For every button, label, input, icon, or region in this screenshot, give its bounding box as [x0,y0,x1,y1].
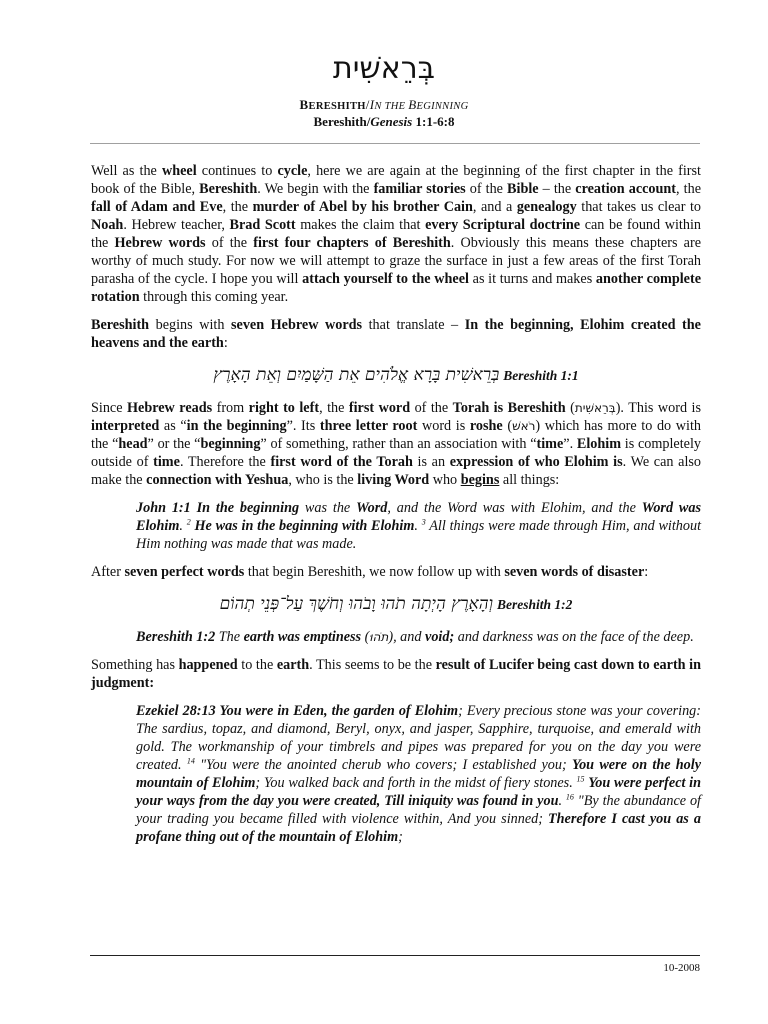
footer-date: 10-2008 [663,962,700,974]
bold-text: Bereshith 1:2 [136,629,216,645]
bold-text: another complete rotation [91,271,702,305]
verse-number: 2 [186,517,191,527]
verse-number: 16 [565,792,574,802]
bold-text: time [153,454,180,470]
bold-text: three letter root [319,418,418,434]
bold-text: You were perfect in your ways from the day you were created, Till iniquity was found in you [136,775,701,809]
text: that takes us clear to [576,199,701,215]
text: Something has [91,657,179,673]
quote-ezekiel-28-13 [136,702,701,846]
text: makes the claim that [295,217,426,233]
intro-paragraph [91,162,701,306]
bold-text: In the beginning, Elohim created the heavens and the earth [91,317,701,351]
page-title [0,97,768,114]
bold-text: attach yourself to the wheel [302,271,469,287]
bold-text: first word of the Torah [270,454,413,470]
text: , the [676,181,701,197]
title-part: N THE [374,101,409,112]
bold-text: wheel [161,163,197,179]
text: . Therefore the [179,454,271,470]
text: to the [237,657,277,673]
bold-text: interpreted [91,418,160,434]
text: – the [538,181,576,197]
text: of the [410,400,453,416]
bold-text: Ezekiel 28:13 You were in Eden, the garden of Elohim [136,703,459,719]
seven-disaster-paragraph [91,563,701,581]
text: who [429,472,461,488]
quote-bereshith-1-2 [136,628,701,646]
text: . Hebrew teacher, [123,217,230,233]
text: ”. Its [286,418,320,434]
bold-text: fall of Adam and Eve [91,199,223,215]
text: After [91,564,125,580]
underlined-text: begins [460,472,500,488]
title-part: / [365,97,370,112]
verse-number: 14 [186,756,195,766]
text: : [644,564,649,580]
bold-text: expression of who Elohim is [449,454,623,470]
text: ”. [563,436,577,452]
text: ” or the “ [147,436,201,452]
bold-text: Hebrew words [114,235,206,251]
text: that translate – [362,317,465,333]
hebrew-word: רֹאשׁ [512,419,536,433]
page-subtitle [0,114,768,130]
first-word-paragraph [91,399,701,489]
text: . We begin with the [257,181,374,197]
text: is completely outside of [91,436,701,470]
text: , and the Word was with Elohim, and the [387,500,642,516]
text: . This seems to be the [309,657,436,673]
title-part: EGINNING [416,101,469,112]
bold-text: Word [356,500,388,516]
quote-john-1-1 [136,499,701,553]
text: ; Every precious stone was your covering: The sardius, topaz, and diamond, Beryl, onyx, and jasper, Sapphire, turquoise, and emerald with gold. The workmanship of your timbrels and pipes was prepared for you on the day you were created. [136,703,701,773]
document-body [91,162,701,856]
bold-text: seven words of disaster [504,564,645,580]
hebrew-verse-text: וְהָאָרֶץ הָיְתָה תֹהוּ וָבֹהוּ וְחֹשֶׁךְ עַל־פְּנֵי תְהוֹם [219,594,494,614]
header-divider [90,143,700,144]
title-part: I [369,97,375,112]
bold-text: earth [276,657,310,673]
text: of the [465,181,508,197]
text: of the [205,235,254,251]
footer-divider [90,955,700,956]
text: ; You walked back and forth in the midst of fiery stones. [255,775,577,791]
bold-text: Bible [507,181,539,197]
title-part: B [299,97,309,112]
bold-text: Therefore I cast you as a profane thing out of the mountain of Elohim [136,811,701,845]
hebrew-word: תֹהוּ [369,630,389,644]
bold-text: Bereshith [199,181,258,197]
text: ), and [388,629,426,645]
text: from [212,400,249,416]
text: ). This word is [615,400,701,416]
text: was the [299,500,357,516]
bold-text: He was in the beginning with Elohim [194,518,415,534]
seven-words-paragraph [91,316,701,352]
text: . [414,518,422,534]
verse-number: 15 [576,774,585,784]
text: . [558,793,566,809]
verse-number: 3 [421,517,426,527]
bold-text: earth was emptiness [243,629,362,645]
text: "You were the anointed cherub who covers; I established you; [194,757,572,773]
text: , the [319,400,349,416]
text: is an [412,454,450,470]
text: that begin Bereshith, we now follow up with [244,564,505,580]
subtitle-part: Bereshith/ [313,114,371,129]
text: ( [361,629,370,645]
bold-text: Elohim [576,436,622,452]
text: "By the abundance of your trading you became filled with violence within, And you sinned; [136,793,702,827]
text: , here we are again at the beginning of the first chapter in the first book of the Bible, [91,163,701,197]
bold-text: familiar stories [373,181,466,197]
bold-text: result of Lucifer being cast down to earth in judgment: [91,657,701,691]
bold-text: creation account [575,181,677,197]
text: all things: [499,472,560,488]
bold-text: Torah is Bereshith [452,400,566,416]
text: as it turns and makes [468,271,596,287]
text: ” of something, rather than an association with “ [260,436,537,452]
text: . Obviously this means these chapters are worthy of much study. For now we will attempt to graze the surface in just a few areas of the first Torah parasha of the cycle. I hope you will [91,235,701,287]
bold-text: right to left [248,400,320,416]
text: begins with [149,317,231,333]
text: word is [417,418,470,434]
text: All things were made through Him, and without Him nothing was made that was made. [136,518,702,552]
bold-text: connection with Yeshua [146,472,289,488]
text: , and a [472,199,517,215]
bold-text: void; [425,629,455,645]
bold-text: head [118,436,148,452]
title-part: B [408,97,417,112]
bold-text: John 1:1 In the beginning [136,500,300,516]
bold-text: Hebrew reads [127,400,213,416]
bold-text: in the beginning [186,418,287,434]
text: , who is the [288,472,358,488]
text: can be found within the [91,217,701,251]
lucifer-paragraph [91,656,701,692]
bold-text: Noah [91,217,124,233]
text: , the [222,199,253,215]
bold-text: Brad Scott [229,217,296,233]
hebrew-title: בְּרֵאשִׁית [332,51,435,86]
bold-text: happened [178,657,238,673]
subtitle-part: 1:1-6:8 [412,114,455,129]
bold-text: time [536,436,564,452]
bold-text: Bereshith [91,317,150,333]
bold-text: cycle [277,163,308,179]
verse-genesis-1-1 [91,366,701,385]
text: . [179,518,187,534]
bold-text: seven perfect words [124,564,245,580]
bold-text: seven Hebrew words [231,317,363,333]
bold-text: Word was Elohim [136,500,701,534]
subtitle-part: Genesis [370,114,413,129]
text: as “ [159,418,187,434]
text: through this coming year. [139,289,289,305]
bold-text: beginning [200,436,261,452]
bold-text: first four chapters of Bereshith [253,235,451,251]
verse-reference: Bereshith 1:2 [497,597,573,612]
bold-text: first word [348,400,411,416]
hebrew-verse-text: בְּרֵאשִׁית בָּרָא אֱלֹהִים אֵת הַשָּׁמַיִם וְאֵת הָאָרֶץ [213,365,500,385]
verse-reference: Bereshith 1:1 [503,368,579,383]
bold-text: roshe [469,418,503,434]
text: Well as the [91,163,162,179]
text: ; [398,829,403,845]
text: ( [502,418,513,434]
bold-text: genealogy [516,199,577,215]
text: Since [91,400,127,416]
bold-text: murder of Abel by his brother Cain [252,199,473,215]
title-part: ERESHITH [308,101,366,112]
text: ) which has more to do with the “ [91,418,701,452]
text: The [215,629,244,645]
verse-genesis-1-2 [91,595,701,614]
text: continues to [196,163,278,179]
text: : [223,335,228,351]
bold-text: living Word [357,472,430,488]
bold-text: every Scriptural doctrine [425,217,581,233]
text: and darkness was on the face of the deep. [454,629,694,645]
text: ( [565,400,575,416]
hebrew-word: בְּרֵאשִׁית [574,401,616,415]
text: . We can also make the [91,454,701,488]
bold-text: You were on the holy mountain of Elohim [136,757,701,791]
